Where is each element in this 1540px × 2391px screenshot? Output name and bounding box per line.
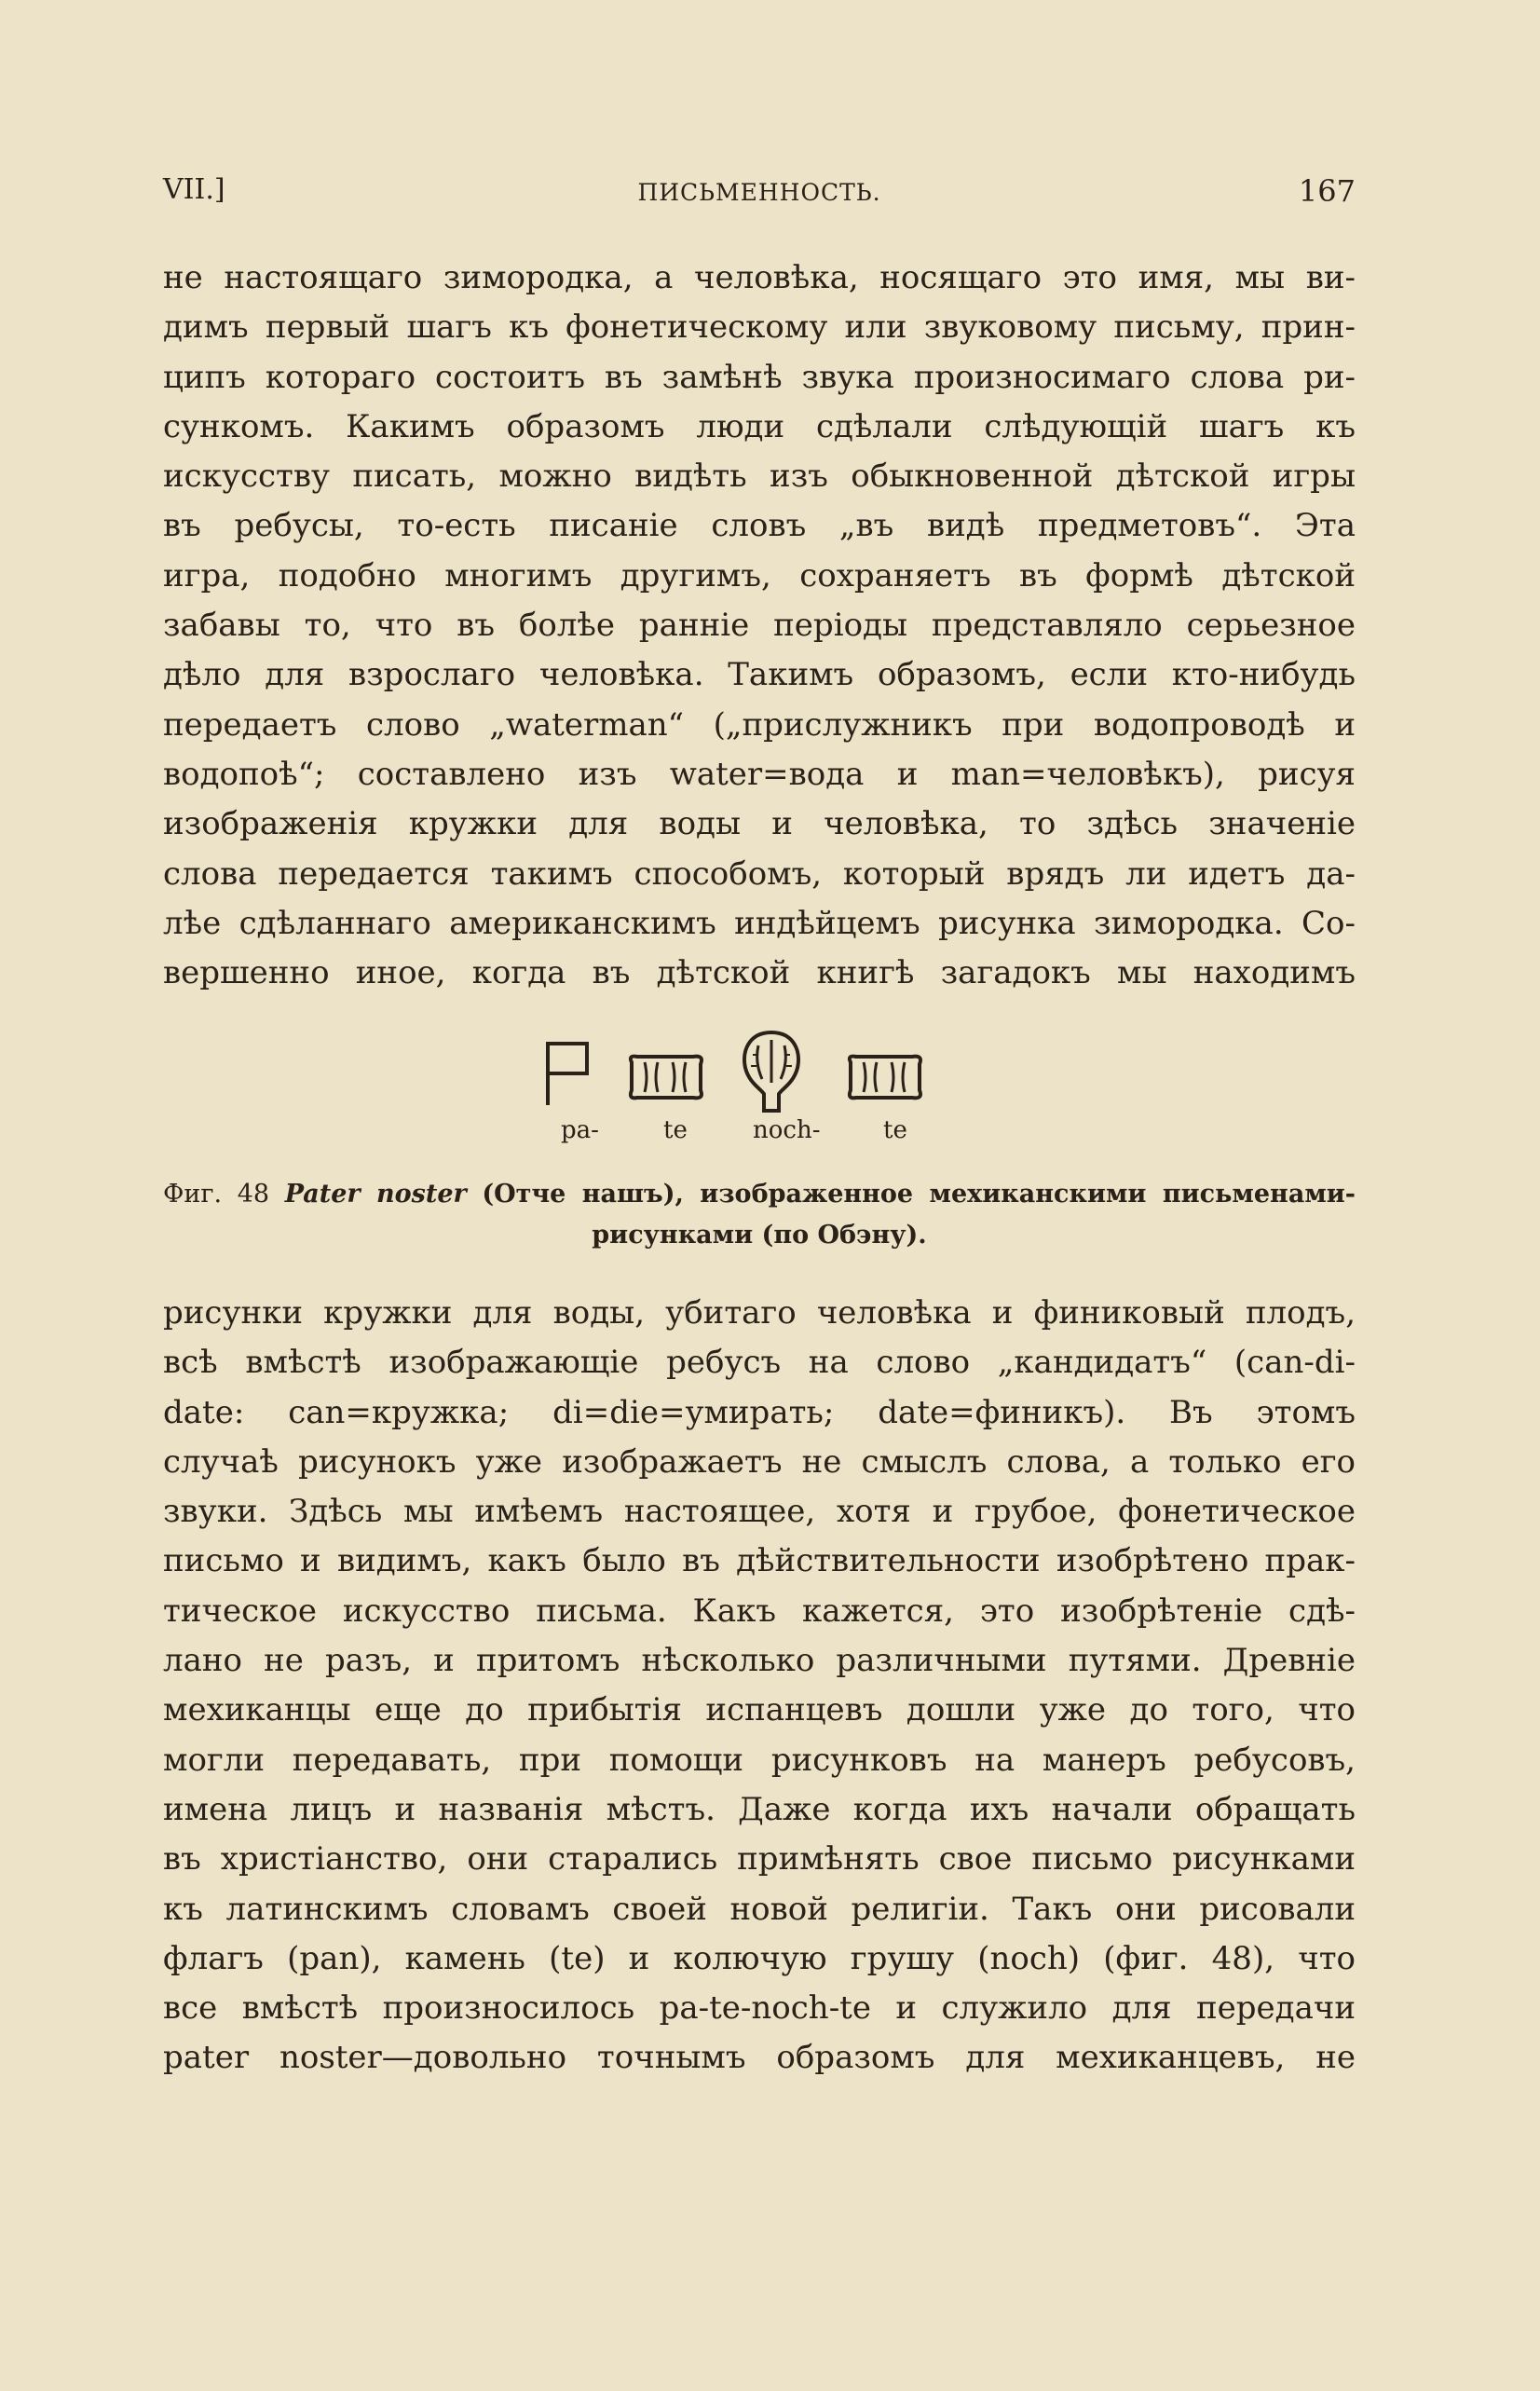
syllable-label: pa- bbox=[561, 1116, 599, 1144]
text-line: pater noster—довольно точнымъ образомъ для мехиканцевъ, не bbox=[163, 2039, 1356, 2077]
prickly-pear-glyph-icon bbox=[736, 1027, 807, 1116]
caption-figure-number: Фиг. 48 bbox=[163, 1180, 270, 1209]
caption-title: Pater noster bbox=[284, 1180, 467, 1209]
text-line: лѣе сдѣланнаго американскимъ индѣйцемъ рисунка зимородка. Со- bbox=[163, 904, 1356, 942]
chapter-number: VII.] bbox=[163, 173, 225, 206]
figure-caption bbox=[163, 1174, 1356, 1256]
text-line: имена лицъ и названія мѣстъ. Даже когда ихъ начали обращать bbox=[163, 1790, 1356, 1828]
flag-glyph-icon bbox=[540, 1040, 596, 1107]
text-line: въ ребусы, то-есть писаніе словъ „въ видѣ предметовъ“. Эта bbox=[163, 507, 1356, 545]
text-line: лано не разъ, и притомъ нѣсколько различными путями. Древніе bbox=[163, 1642, 1356, 1680]
running-header bbox=[163, 173, 1356, 220]
syllable-label: noch- bbox=[753, 1116, 821, 1144]
paragraph-top bbox=[163, 253, 1356, 998]
text-line: димъ первый шагъ къ фонетическому или звуковому письму, прин- bbox=[163, 308, 1356, 347]
text-line: водопоѣ“; составлено изъ water=вода и man=человѣкъ), рисуя bbox=[163, 755, 1356, 793]
syllable-label: te bbox=[883, 1116, 907, 1144]
text-line: не настоящаго зимородка, а человѣка, носящаго это имя, мы ви- bbox=[163, 259, 1356, 296]
text-line: вершенно иное, когда въ дѣтской книгѣ загадокъ мы находимъ bbox=[163, 954, 1356, 992]
text-line: всѣ вмѣстѣ изображающіе ребусъ на слово „кандидатъ“ (can-di- bbox=[163, 1344, 1356, 1382]
text-line: случаѣ рисунокъ уже изображаетъ не смыслъ слова, а только его bbox=[163, 1442, 1356, 1481]
text-line: все вмѣстѣ произносилось pa-te-noch-te и служило для передачи bbox=[163, 1989, 1356, 2028]
text-line: флагъ (pan), камень (te) и колючую грушу (noch) (фиг. 48), что bbox=[163, 1939, 1356, 1977]
text-line: тическое искусство письма. Какъ кажется, это изобрѣтеніе сдѣ- bbox=[163, 1592, 1356, 1630]
paragraph-bottom bbox=[163, 1289, 1356, 2084]
stone-glyph-icon bbox=[624, 1051, 708, 1103]
text-line: письмо и видимъ, какъ было въ дѣйствительности изобрѣтено прак- bbox=[163, 1542, 1356, 1580]
text-line: мехиканцы еще до прибытія испанцевъ дошли уже до того, что bbox=[163, 1691, 1356, 1729]
caption-line bbox=[163, 1174, 1356, 1215]
text-line: могли передавать, при помощи рисунковъ на манеръ ребусовъ, bbox=[163, 1741, 1356, 1779]
syllable-label: te bbox=[663, 1116, 688, 1144]
text-line: изображенія кружки для воды и человѣка, то здѣсь значеніе bbox=[163, 805, 1356, 843]
text-line: къ латинскимъ словамъ своей новой религіи. Такъ они рисовали bbox=[163, 1890, 1356, 1928]
text-line: забавы то, что въ болѣе ранніе періоды представляло серьезное bbox=[163, 607, 1356, 645]
text-line: дѣло для взрослаго человѣка. Такимъ образомъ, если кто-нибудь bbox=[163, 656, 1356, 694]
text-line: искусству писать, можно видѣть изъ обыкновенной дѣтской игры bbox=[163, 458, 1356, 496]
text-line: въ христіанство, они старались примѣнять свое письмо рисунками bbox=[163, 1840, 1356, 1879]
text-line: звуки. Здѣсь мы имѣемъ настоящее, хотя и грубое, фонетическое bbox=[163, 1493, 1356, 1531]
running-title: ПИСЬМЕННОСТЬ. bbox=[637, 179, 881, 206]
text-line: сункомъ. Какимъ образомъ люди сдѣлали слѣдующій шагъ къ bbox=[163, 407, 1356, 445]
text-line: date: can=кружка; di=die=умирать; date=финикъ). Въ этомъ bbox=[163, 1393, 1356, 1431]
page-number: 167 bbox=[1298, 173, 1356, 209]
caption-line: рисунками (по Обэну). bbox=[592, 1221, 927, 1250]
text-line: передаетъ слово „waterman“ („прислужникъ при водопроводѣ и bbox=[163, 705, 1356, 744]
text-line: ципъ котораго состоитъ въ замѣнѣ звука произносимаго слова ри- bbox=[163, 358, 1356, 396]
stone-glyph-icon bbox=[843, 1051, 927, 1103]
text-line: рисунки кружки для воды, убитаго человѣка и финиковый плодъ, bbox=[163, 1294, 1356, 1332]
text-line: слова передается такимъ способомъ, который врядъ ли идетъ да- bbox=[163, 854, 1356, 893]
text-line: игра, подобно многимъ другимъ, сохраняетъ въ формѣ дѣтской bbox=[163, 556, 1356, 594]
figure-48 bbox=[522, 1023, 988, 1163]
caption-text: (Отче нашъ), изображенное мехиканскими письменами- bbox=[482, 1180, 1356, 1209]
